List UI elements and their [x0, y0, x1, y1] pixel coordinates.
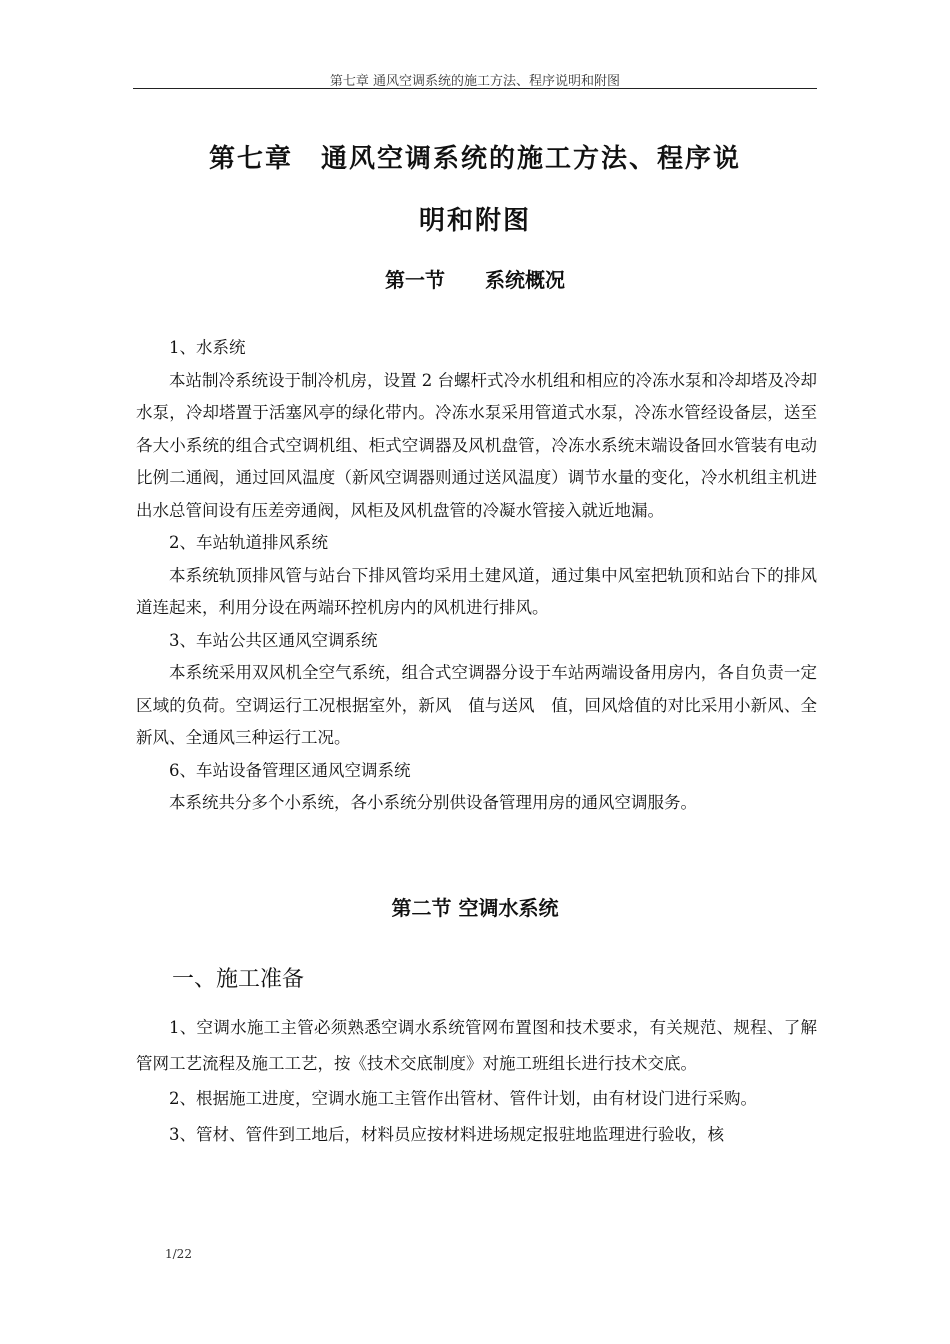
paragraph: 1、空调水施工主管必须熟悉空调水系统管网布置图和技术要求，有关规范、规程、了解管网工艺流程及施工工艺，按《技术交底制度》对施工班组长进行技术交底。: [136, 1018, 817, 1073]
section1-title: 第一节 系统概况: [385, 268, 565, 292]
paragraph: 本系统轨顶排风管与站台下排风管均采用土建风道，通过集中风室把轨顶和站台下的排风道连起来，利用分设在两端环控机房内的风机进行排风。: [136, 565, 817, 617]
paragraph: 2、根据施工进度，空调水施工主管作出管材、管件计划，由有材设门进行采购。: [169, 1089, 757, 1108]
subsection-heading: 1、水系统: [169, 338, 246, 357]
section2-title: 第二节 空调水系统: [391, 896, 559, 920]
page-number: 1/22: [165, 1247, 192, 1261]
section1-body: [136, 332, 817, 820]
subsection-heading: 3、车站公共区通风空调系统: [169, 630, 378, 650]
chapter-title: [133, 128, 817, 252]
subsection-heading: 6、车站设备管理区通风空调系统: [169, 760, 411, 780]
paragraph: 本系统采用双风机全空气系统，组合式空调器分设于车站两端设备用房内，各自负责一定区域的负荷。空调运行工况根据室外，新风 值与送风 值，回风焓值的对比采用小新风、全新风、全通风三种运行工况。: [136, 663, 817, 747]
running-header: 第七章 通风空调系统的施工方法、程序说明和附图: [329, 74, 621, 89]
paragraph: 本站制冷系统设于制冷机房，设置 2 台螺杆式冷水机组和相应的冷冻水泵和冷却塔及冷却水泵，冷却塔置于活塞风亭的绿化带内。冷冻水泵采用管道式水泵，冷冻水管经设备层，送至各大小系统的组合式空调机组、柜式空调器及风机盘管，冷冻水系统末端设备回水管装有电动比例二通阀，通过回风温度（新风空调器则通过送风温度）调节水量的变化，冷水机组主机进出水总管间设有压差旁通阀，风柜及风机盘管的冷凝水管接入就近地漏。: [136, 370, 817, 520]
chapter-title-line1: 第七章 通风空调系统的施工方法、程序说: [208, 144, 741, 174]
chapter-title-line2: 明和附图: [418, 206, 531, 236]
header-rule: [133, 88, 817, 89]
subsection-heading: 2、车站轨道排风系统: [169, 533, 328, 552]
paragraph: 3、管材、管件到工地后，材料员应按材料进场规定报驻地监理进行验收，核: [169, 1124, 724, 1144]
section2-body: [136, 1010, 817, 1152]
paragraph: 本系统共分多个小系统，各小系统分别供设备管理用房的通风空调服务。: [169, 793, 697, 812]
section2-subheading: 一、施工准备: [172, 967, 305, 992]
